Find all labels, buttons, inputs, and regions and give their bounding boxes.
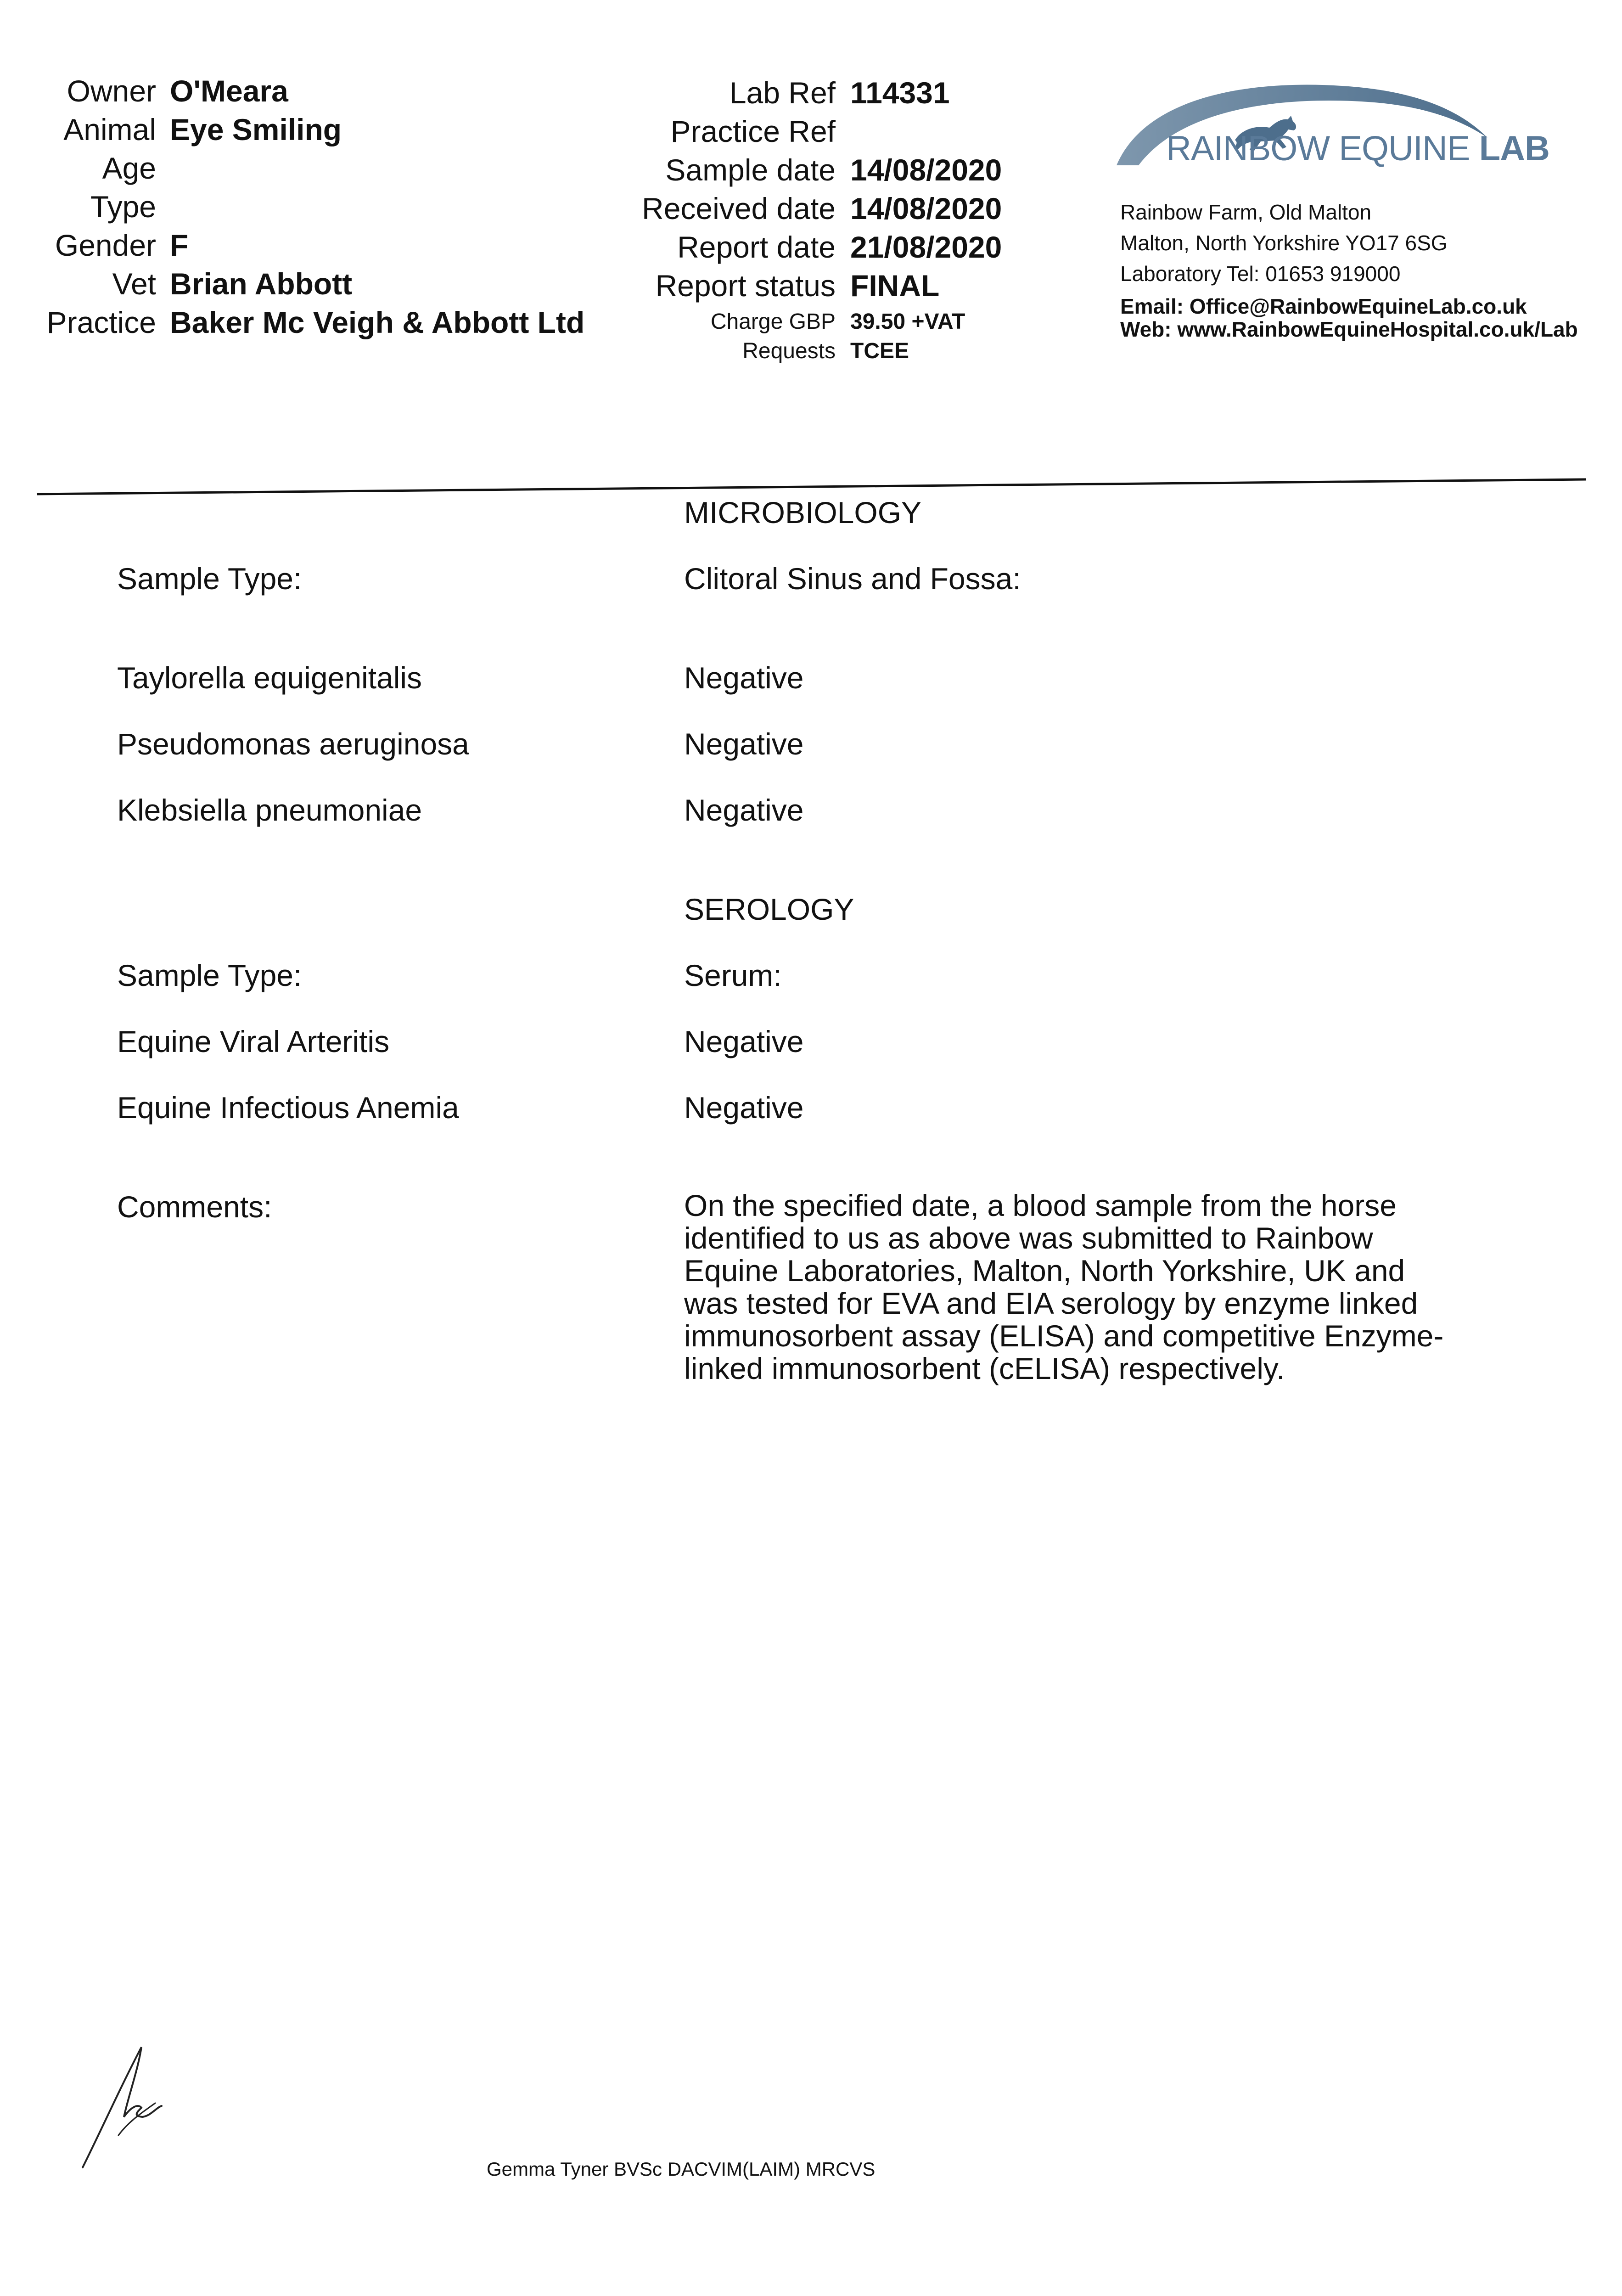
address-line-1: Rainbow Farm, Old Malton — [1120, 200, 1372, 224]
test-name: Pseudomonas aeruginosa — [117, 727, 469, 761]
address-line-3: Laboratory Tel: 01653 919000 — [1120, 262, 1401, 286]
charge-value: 39.50 +VAT — [850, 310, 965, 334]
lab-ref-label: Lab Ref — [729, 76, 836, 110]
received-date-label: Received date — [642, 191, 836, 225]
address-line-2: Malton, North Yorkshire YO17 6SG — [1120, 231, 1448, 255]
comments-text: On the specified date, a blood sample from the horse identified to us as above was submitted to Rainbow Equine Laboratories, Malton, North Yorkshire, UK and was tested for EVA and EIA serology by enzyme linked immunosorbent assay (ELISA) and competitive Enzyme-linked immunosorbent (cELISA) respectively. — [684, 1188, 1444, 1385]
test-result: Negative — [684, 793, 804, 827]
report-date-value: 21/08/2020 — [850, 230, 1002, 264]
report-status-value: FINAL — [850, 269, 940, 303]
signature-image — [73, 2039, 184, 2172]
received-date-value: 14/08/2020 — [850, 191, 1002, 225]
test-name: Equine Infectious Anemia — [117, 1091, 459, 1125]
test-result: Negative — [684, 1024, 804, 1058]
animal-label: Animal — [63, 113, 156, 146]
charge-label: Charge GBP — [710, 310, 836, 334]
sample-date-label: Sample date — [665, 153, 836, 187]
microbiology-heading: MICROBIOLOGY — [684, 495, 922, 529]
vet-label: Vet — [112, 267, 156, 301]
logo-text-bold: LAB — [1479, 129, 1549, 168]
report-status-label: Report status — [655, 269, 836, 303]
sero-sample-type-value: Serum: — [684, 958, 782, 992]
type-label: Type — [90, 190, 156, 224]
animal-value: Eye Smiling — [170, 113, 342, 146]
signatory-name: Gemma Tyner BVSc DACVIM(LAIM) MRCVS — [487, 2158, 876, 2180]
practice-label: Practice — [46, 305, 156, 339]
test-result: Negative — [684, 661, 804, 695]
requests-value: TCEE — [850, 339, 909, 363]
rainbow-equine-lab-logo — [1111, 73, 1570, 184]
test-result: Negative — [684, 727, 804, 761]
age-label: Age — [102, 151, 156, 185]
gender-value: F — [170, 228, 189, 262]
report-date-label: Report date — [677, 230, 836, 264]
owner-value: O'Meara — [170, 74, 288, 108]
address-email: Email: Office@RainbowEquineLab.co.uk — [1120, 294, 1527, 318]
test-result: Negative — [684, 1091, 804, 1125]
gender-label: Gender — [55, 228, 156, 262]
practice-value: Baker Mc Veigh & Abbott Ltd — [170, 305, 585, 339]
micro-sample-type-label: Sample Type: — [117, 562, 302, 596]
logo-text — [1166, 129, 1549, 169]
address-web: Web: www.RainbowEquineHospital.co.uk/Lab — [1120, 317, 1578, 341]
sero-sample-type-label: Sample Type: — [117, 958, 302, 992]
serology-heading: SEROLOGY — [684, 892, 854, 926]
comments-label: Comments: — [117, 1190, 272, 1224]
test-name: Equine Viral Arteritis — [117, 1024, 390, 1058]
test-name: Klebsiella pneumoniae — [117, 793, 422, 827]
requests-label: Requests — [742, 339, 836, 363]
sample-date-value: 14/08/2020 — [850, 153, 1002, 187]
practice-ref-label: Practice Ref — [670, 114, 836, 148]
lab-ref-value: 114331 — [850, 76, 950, 110]
test-name: Taylorella equigenitalis — [117, 661, 422, 695]
owner-label: Owner — [67, 74, 156, 108]
logo-text-main: RAINBOW EQUINE — [1166, 129, 1479, 168]
vet-value: Brian Abbott — [170, 267, 353, 301]
micro-sample-type-value: Clitoral Sinus and Fossa: — [684, 562, 1021, 596]
